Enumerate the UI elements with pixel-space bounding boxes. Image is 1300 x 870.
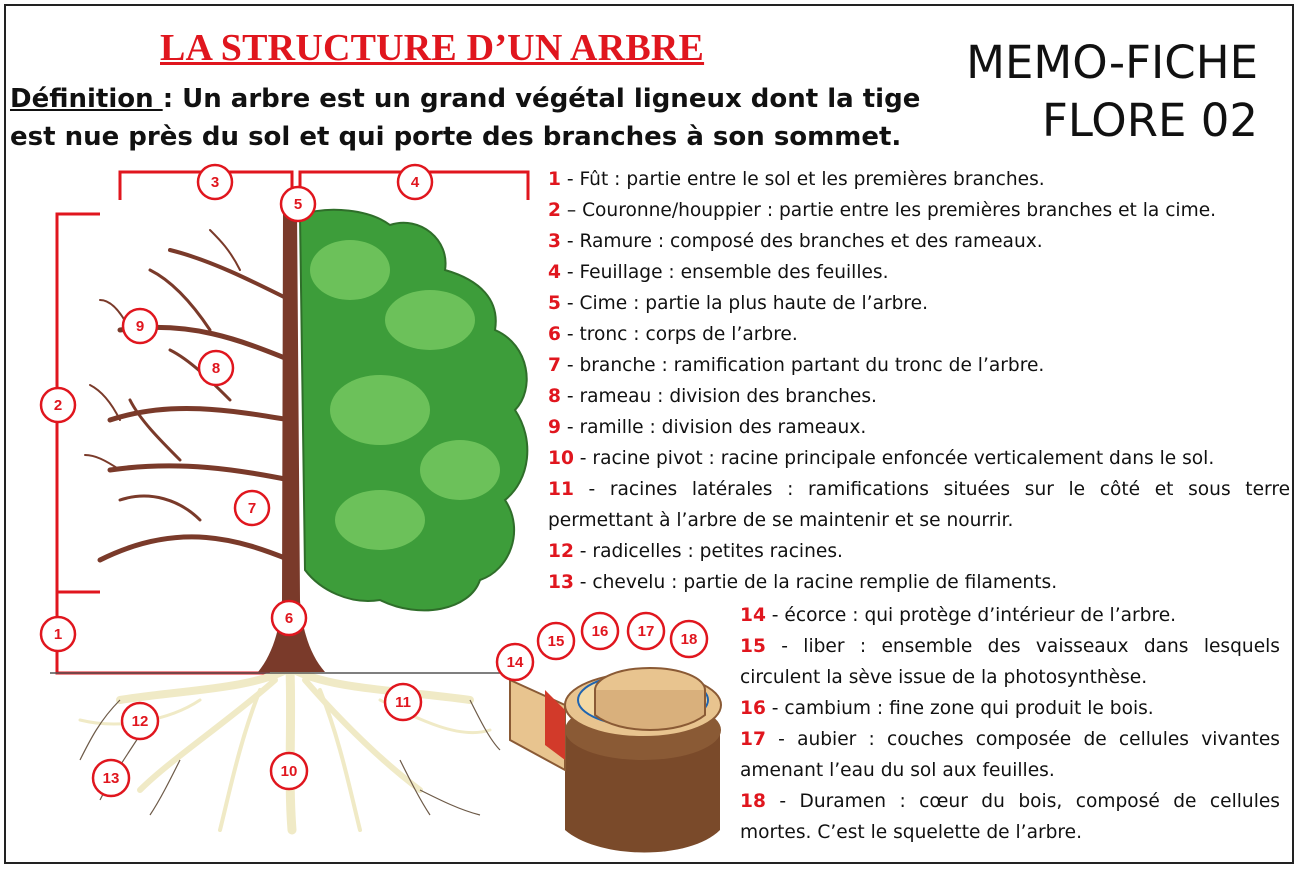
- marker-label: 5: [293, 196, 303, 213]
- foliage: [300, 210, 527, 611]
- legend-item-11: [548, 474, 1290, 536]
- marker-label: 1: [53, 626, 63, 643]
- marker-2: [41, 388, 75, 422]
- marker-17: [628, 613, 664, 649]
- legend-number: 12: [548, 541, 574, 562]
- legend-item-4: [548, 257, 1290, 288]
- legend-separator: -: [765, 636, 804, 657]
- marker-15: [538, 623, 574, 659]
- legend-separator: -: [573, 479, 610, 500]
- legend-separator: -: [560, 262, 580, 283]
- legend-number: 7: [548, 355, 561, 376]
- marker-label: 9: [135, 318, 145, 335]
- legend-number: 16: [740, 698, 766, 719]
- marker-8: [199, 351, 233, 385]
- legend-number: 6: [548, 324, 561, 345]
- legend-item-14: [740, 600, 1280, 631]
- legend-number: 11: [548, 479, 574, 500]
- legend-text: branche : ramification partant du tronc de l’arbre.: [579, 355, 1045, 376]
- marker-18: [671, 621, 707, 657]
- legend-item-16: [740, 693, 1280, 724]
- legend-number: 13: [548, 572, 574, 593]
- legend-number: 2: [548, 200, 561, 221]
- memo-line-2: FLORE 02: [1041, 94, 1258, 147]
- memo-line-1: MEMO-FICHE: [966, 36, 1258, 89]
- legend-separator: -: [560, 417, 580, 438]
- marker-label: 8: [211, 360, 221, 377]
- bracket-fut: [57, 592, 270, 673]
- legend-item-13: [548, 567, 1290, 598]
- marker-7: [235, 491, 269, 525]
- legend-item-10: [548, 443, 1290, 474]
- legend-number: 1: [548, 169, 561, 190]
- marker-label: 13: [102, 770, 120, 787]
- legend-text: Couronne/houppier : partie entre les premières branches et la cime.: [582, 200, 1217, 221]
- legend-separator: -: [573, 572, 593, 593]
- legend-item-15: [740, 631, 1280, 693]
- legend-text: cambium : fine zone qui produit le bois.: [784, 698, 1154, 719]
- legend-separator: -: [765, 791, 800, 812]
- legend-separator: -: [765, 605, 785, 626]
- legend-text: Duramen : cœur du bois, composé de cellules mortes. C’est le squelette de l’arbre.: [740, 791, 1280, 843]
- marker-5: [281, 187, 315, 221]
- legend-item-3: [548, 226, 1290, 257]
- legend-number: 17: [740, 729, 766, 750]
- legend-text: rameau : division des branches.: [579, 386, 877, 407]
- legend-separator: -: [560, 293, 580, 314]
- marker-label: 14: [506, 654, 524, 671]
- legend-text: écorce : qui protège d’intérieur de l’arbre.: [784, 605, 1177, 626]
- marker-1: [41, 617, 75, 651]
- legend-number: 5: [548, 293, 561, 314]
- marker-label: 4: [410, 174, 420, 191]
- page-title: LA STRUCTURE D’UN ARBRE: [160, 27, 705, 69]
- definition-label: Définition: [10, 84, 163, 114]
- legend-separator: -: [573, 448, 593, 469]
- marker-label: 18: [680, 631, 698, 648]
- marker-16: [582, 613, 618, 649]
- marker-10: [271, 753, 307, 789]
- marker-label: 12: [131, 713, 149, 730]
- legend-separator: -: [765, 729, 798, 750]
- marker-label: 3: [210, 174, 220, 191]
- legend-number: 15: [740, 636, 766, 657]
- legend-text: Cime : partie la plus haute de l’arbre.: [579, 293, 928, 314]
- legend-item-18: [740, 786, 1280, 848]
- marker-label: 7: [247, 500, 257, 517]
- marker-3: [198, 165, 232, 199]
- legend-separator: -: [560, 355, 580, 376]
- marker-label: 15: [547, 633, 565, 650]
- marker-12: [122, 703, 158, 739]
- legend-number: 8: [548, 386, 561, 407]
- legend-separator: -: [573, 541, 593, 562]
- marker-6: [272, 601, 306, 635]
- legend-text: chevelu : partie de la racine remplie de filaments.: [592, 572, 1058, 593]
- marker-label: 11: [395, 694, 411, 711]
- legend-text: racine pivot : racine principale enfoncée verticalement dans le sol.: [592, 448, 1215, 469]
- legend-number: 14: [740, 605, 766, 626]
- marker-label: 2: [53, 397, 63, 414]
- legend-separator: -: [560, 386, 580, 407]
- marker-9: [123, 309, 157, 343]
- legend-number: 9: [548, 417, 561, 438]
- legend-text: Feuillage : ensemble des feuilles.: [579, 262, 889, 283]
- marker-label: 17: [637, 623, 655, 640]
- legend-separator: –: [560, 200, 583, 221]
- legend-text: Ramure : composé des branches et des rameaux.: [579, 231, 1043, 252]
- legend-item-5: [548, 288, 1290, 319]
- legend-separator: -: [560, 324, 580, 345]
- legend-separator: -: [560, 169, 580, 190]
- legend-number: 4: [548, 262, 561, 283]
- legend-text: racines latérales : ramifications situées sur le côté et sous terre permettant à l’arbre de se maintenir et se nourrir.: [548, 479, 1291, 531]
- legend-number: 18: [740, 791, 766, 812]
- legend-item-17: [740, 724, 1280, 786]
- legend-separator: -: [765, 698, 785, 719]
- marker-4: [398, 165, 432, 199]
- legend-text: liber : ensemble des vaisseaux dans lesquels circulent la sève issue de la photosynthèse.: [740, 636, 1280, 688]
- legend-text: Fût : partie entre le sol et les premières branches.: [579, 169, 1045, 190]
- legend-item-7: [548, 350, 1290, 381]
- marker-11: [385, 684, 421, 720]
- legend-item-8: [548, 381, 1290, 412]
- definition-text: : Un arbre est un grand végétal ligneux dont la tige est nue près du sol et qui porte des branches à son sommet.: [10, 84, 921, 152]
- marker-label: 6: [284, 610, 294, 627]
- legend-tree: [548, 164, 1290, 598]
- legend-item-6: [548, 319, 1290, 350]
- legend-separator: -: [560, 231, 580, 252]
- trunk-cross-section: [510, 668, 721, 853]
- marker-14: [497, 644, 533, 680]
- legend-number: 10: [548, 448, 574, 469]
- marker-13: [93, 760, 129, 796]
- legend-item-2: [548, 195, 1290, 226]
- legend-text: aubier : couches composée de cellules vivantes amenant l’eau du sol aux feuilles.: [740, 729, 1280, 781]
- roots: [80, 668, 490, 830]
- legend-text: radicelles : petites racines.: [592, 541, 843, 562]
- legend-item-1: [548, 164, 1290, 195]
- legend-text: tronc : corps de l’arbre.: [579, 324, 798, 345]
- legend-number: 3: [548, 231, 561, 252]
- marker-label: 16: [591, 623, 609, 640]
- legend-bark: [740, 600, 1280, 848]
- legend-item-12: [548, 536, 1290, 567]
- legend-text: ramille : division des rameaux.: [579, 417, 867, 438]
- marker-label: 10: [280, 763, 298, 780]
- legend-item-9: [548, 412, 1290, 443]
